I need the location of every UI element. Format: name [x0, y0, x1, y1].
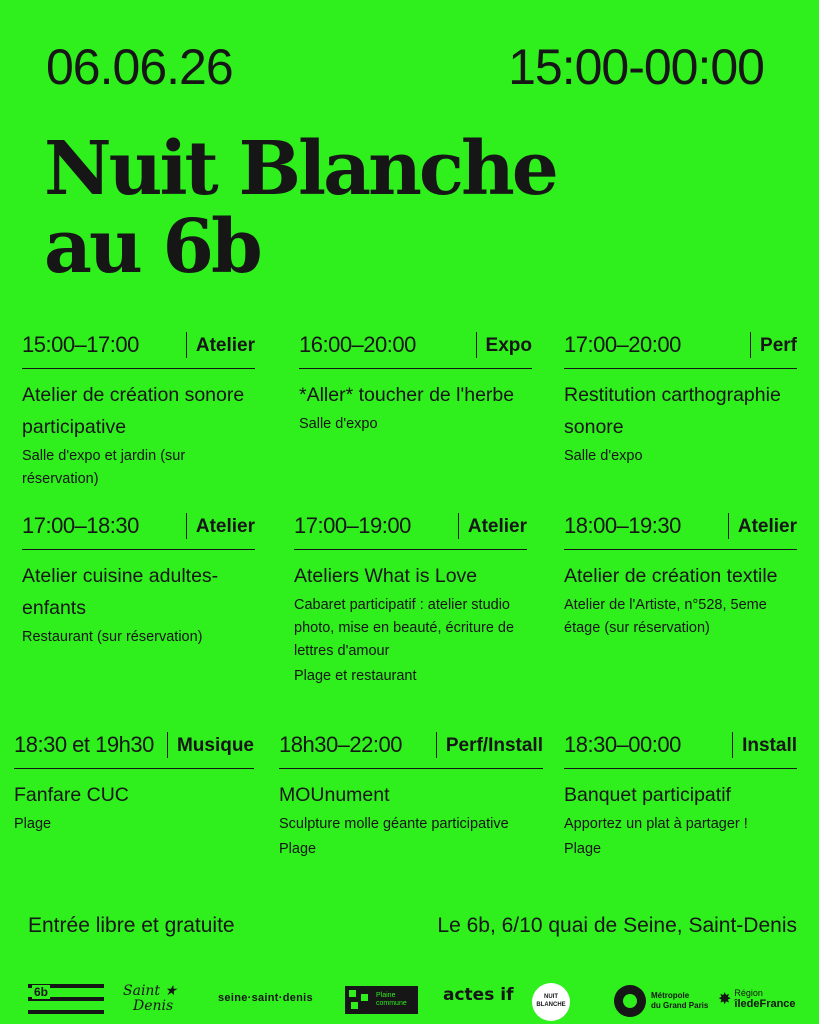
- event-name: MOUnument: [279, 784, 390, 806]
- logo-nuit-blanche-text: NUIT BLANCHE: [536, 994, 566, 1008]
- event-location: Atelier de l'Artiste, n°528, 5eme étage (sur réservation): [564, 597, 767, 636]
- event-location: Plage: [564, 841, 602, 857]
- title-line-1: Nuit Blanche: [44, 126, 556, 212]
- event-time: 18:00–19:30: [564, 513, 681, 538]
- event-name: Fanfare CUC: [14, 784, 129, 806]
- logo-seine-saint-denis: seine·saint·denis: [218, 992, 313, 1004]
- page-title: [44, 126, 556, 290]
- logo-metropole: [613, 984, 708, 1018]
- event-card: [564, 330, 797, 468]
- partner-logos: [0, 982, 819, 1022]
- event-hours: 15:00-00:00: [508, 39, 764, 95]
- logo-region-idf: [718, 988, 796, 1010]
- event-category: Atelier: [728, 513, 797, 539]
- event-location: Salle d'expo: [299, 416, 378, 432]
- event-card: [564, 730, 797, 861]
- star-icon: ★: [164, 983, 178, 999]
- event-name: Atelier cuisine adultes-enfants: [22, 565, 219, 619]
- event-location: Salle d'expo et jardin (sur réservation): [22, 448, 186, 487]
- venue-address: Le 6b, 6/10 quai de Seine, Saint-Denis: [437, 914, 797, 937]
- event-time: 18:30 et 19h30: [14, 732, 154, 757]
- event-card: [294, 511, 527, 688]
- event-card: [22, 511, 255, 649]
- event-location: Plage et restaurant: [294, 668, 417, 684]
- logo-saint-text: Saint: [123, 983, 161, 999]
- logo-metropole-line2: du Grand Paris: [651, 1001, 709, 1010]
- event-location: Salle d'expo: [564, 448, 643, 464]
- logo-6b: [28, 984, 104, 1014]
- logo-6b-text: 6b: [34, 985, 49, 999]
- event-date: 06.06.26: [46, 39, 233, 95]
- entry-info: Entrée libre et gratuite: [28, 914, 235, 937]
- region-star-icon: ✸: [718, 991, 732, 1008]
- event-category: Atelier: [186, 332, 255, 358]
- event-name: Restitution carthographie sonore: [564, 384, 781, 438]
- event-location: Plage: [279, 841, 317, 857]
- logo-nuit-blanche: [531, 982, 571, 1022]
- event-category: Perf: [750, 332, 797, 358]
- event-time: 17:00–18:30: [22, 513, 139, 538]
- event-card: [299, 330, 532, 436]
- event-card: [564, 511, 797, 640]
- event-description: Sculpture molle géante participative: [279, 816, 509, 832]
- event-time: 17:00–19:00: [294, 513, 411, 538]
- logo-plaine-text: Plaine commune: [373, 986, 418, 1014]
- event-time: 17:00–20:00: [564, 332, 681, 357]
- event-card: [22, 330, 255, 491]
- event-name: Atelier de création sonore participative: [22, 384, 245, 438]
- event-description: Apportez un plat à partager !: [564, 816, 748, 832]
- logo-region-line1: Région: [734, 988, 763, 998]
- event-category: Atelier: [186, 513, 255, 539]
- event-description: Cabaret participatif : atelier studio photo, mise en beauté, écriture de lettres d'amour: [294, 597, 515, 659]
- metropole-icon: [613, 984, 647, 1018]
- event-card: [14, 730, 254, 836]
- event-time: 18:30–00:00: [564, 732, 681, 757]
- event-category: Install: [732, 732, 797, 758]
- event-time: 16:00–20:00: [299, 332, 416, 357]
- event-time: 15:00–17:00: [22, 332, 139, 357]
- event-category: Musique: [167, 732, 254, 758]
- event-time: 18h30–22:00: [279, 732, 402, 757]
- logo-plaine-commune: [345, 986, 418, 1014]
- logo-denis-text: Denis: [133, 998, 174, 1014]
- title-line-2: au 6b: [44, 204, 260, 290]
- logo-metropole-line1: Métropole: [651, 991, 690, 1000]
- event-location: Restaurant (sur réservation): [22, 629, 203, 645]
- event-name: Ateliers What is Love: [294, 565, 478, 587]
- logo-region-line2: îledeFrance: [734, 998, 796, 1010]
- event-name: *Aller* toucher de l'herbe: [299, 384, 515, 406]
- plaine-commune-icon: [345, 986, 373, 1014]
- event-location: Plage: [14, 816, 52, 832]
- event-category: Atelier: [458, 513, 527, 539]
- logo-saint-denis: [123, 984, 177, 1014]
- event-name: Banquet participatif: [564, 784, 731, 806]
- event-card: [279, 730, 543, 861]
- logo-actes-if: actes if: [443, 985, 514, 1005]
- event-category: Expo: [476, 332, 532, 358]
- event-name: Atelier de création textile: [564, 565, 778, 587]
- event-category: Perf/Install: [436, 732, 543, 758]
